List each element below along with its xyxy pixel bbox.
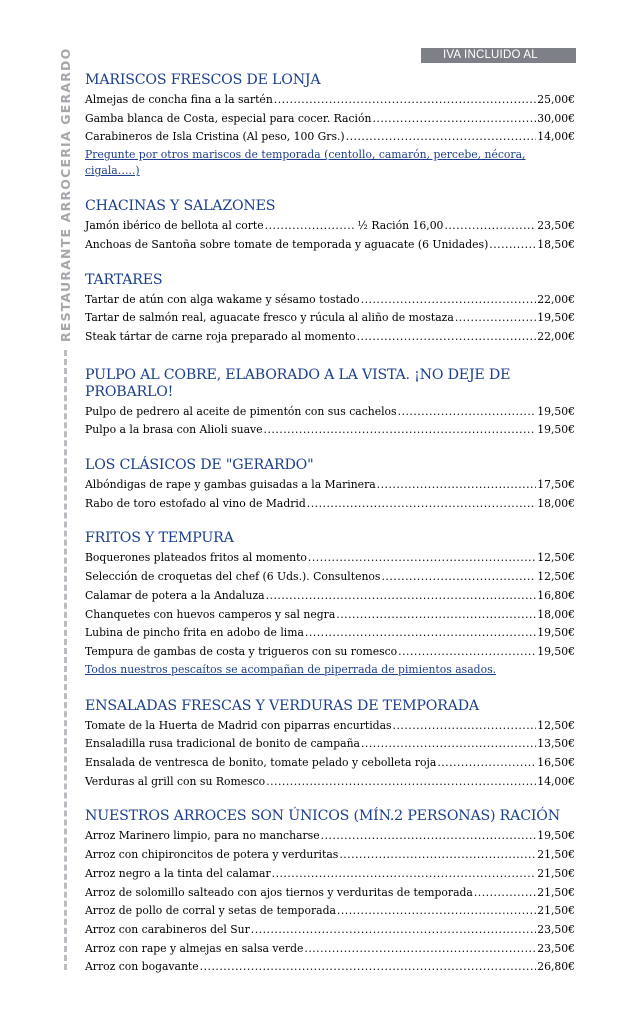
item-name: Jamón ibérico de bellota al corte — [85, 219, 264, 233]
leader-dots — [361, 291, 537, 310]
item-price: 25,00€ — [537, 93, 575, 106]
item-name: Albóndigas de rape y gambas guisadas a la Marinera — [85, 478, 376, 492]
menu-item — [85, 476, 575, 495]
menu-item — [85, 236, 575, 255]
item-price: 19,50€ — [537, 404, 575, 418]
item-name: Pulpo a la brasa con Alioli suave — [85, 423, 263, 437]
leader-dots — [398, 403, 537, 422]
menu-section — [85, 698, 575, 792]
leader-dots — [305, 624, 536, 643]
item-price: 18,00€ — [537, 607, 575, 621]
item-price: 30,00€ — [537, 111, 575, 125]
item-name: Tomate de la Huerta de Madrid con piparras encurtidas — [85, 718, 392, 732]
leader-dots — [346, 128, 537, 147]
leader-dots — [274, 91, 536, 110]
menu-item — [85, 846, 575, 865]
menu-item — [85, 110, 575, 129]
leader-dots — [339, 846, 536, 865]
menu-section — [85, 198, 575, 254]
item-name: Boquerones plateados fritos al momento — [85, 551, 307, 565]
menu-item — [85, 587, 575, 606]
menu-section — [85, 72, 575, 179]
section-title: ENSALADAS FRESCAS Y VERDURAS DE TEMPORADA — [85, 697, 479, 714]
item-price: 22,00€ — [537, 329, 575, 343]
leader-dots — [444, 217, 536, 236]
leader-dots — [308, 549, 536, 568]
section-note: Todos nuestros pescaítos se acompañan de piperrada de pimientos asados. — [85, 662, 497, 676]
item-name: Chanquetes con huevos camperos y sal negra — [85, 607, 336, 621]
item-price: 21,50€ — [537, 904, 575, 918]
menu-item — [85, 549, 575, 568]
leader-dots — [265, 217, 357, 236]
item-name: Tempura de gambas de costa y trigueros con su romesco — [85, 644, 398, 658]
leader-dots — [272, 865, 537, 884]
item-price: 22,00€ — [537, 292, 575, 306]
menu-item — [85, 754, 575, 773]
item-name: Carabineros de Isla Cristina (Al peso, 100 Grs.) — [85, 130, 345, 144]
leader-dots — [455, 309, 536, 328]
menu-item — [85, 606, 575, 625]
leader-dots — [307, 495, 536, 514]
sidebar-dashed-line — [64, 350, 67, 970]
item-name: Arroz negro a la tinta del calamar — [85, 866, 271, 880]
item-price: 23,50€ — [537, 219, 575, 233]
leader-dots — [251, 921, 536, 940]
item-price: 19,50€ — [537, 423, 575, 437]
menu-item — [85, 735, 575, 754]
section-title: PULPO AL COBRE, ELABORADO A LA VISTA. ¡NO DEJE DE PROBARLO! — [85, 366, 511, 400]
item-price: 12,50€ — [537, 570, 575, 584]
item-name: Arroz con bogavante — [85, 960, 199, 974]
item-name: Anchoas de Santoña sobre tomate de temporada y aguacate (6 Unidades) — [85, 237, 489, 251]
item-name: Verduras al grill con su Romesco — [85, 774, 266, 788]
menu-item — [85, 328, 575, 347]
menu-section — [85, 530, 575, 677]
item-price: 16,80€ — [537, 588, 575, 602]
leader-dots — [336, 606, 536, 625]
menu-item — [85, 884, 575, 903]
menu-item — [85, 403, 575, 422]
leader-dots — [377, 476, 537, 495]
item-name: Selección de croquetas del chef (6 Uds.). Consultenos — [85, 570, 381, 584]
leader-dots — [372, 110, 536, 129]
item-name: Calamar de potera a la Andaluza — [85, 588, 265, 602]
menu-item — [85, 217, 575, 236]
menu-item — [85, 940, 575, 959]
menu-item — [85, 309, 575, 328]
item-name: Pulpo de pedrero al aceite de pimentón con sus cachelos — [85, 404, 397, 418]
item-name: Lubina de pincho frita en adobo de lima — [85, 626, 304, 640]
item-name: Ensaladilla rusa tradicional de bonito de campaña — [85, 737, 360, 751]
item-price: 19,50€ — [537, 311, 575, 325]
section-title: FRITOS Y TEMPURA — [85, 530, 234, 547]
item-price: 12,50€ — [537, 718, 575, 732]
item-price: 18,00€ — [537, 496, 575, 510]
section-note: Pregunte por otros mariscos de temporada (centollo, camarón, percebe, nécora, cigala…..) — [85, 148, 526, 178]
menu-item — [85, 624, 575, 643]
leader-dots — [393, 717, 537, 736]
item-name: Gamba blanca de Costa, especial para cocer. Ración — [85, 111, 372, 125]
menu-item — [85, 421, 575, 440]
section-title: MARISCOS FRESCOS DE LONJA — [85, 72, 321, 88]
item-name: Almejas de concha fina a la sartén — [85, 93, 273, 106]
item-name: Tartar de salmón real, aguacate fresco y rúcula al aliño de mostaza — [85, 311, 454, 325]
leader-dots — [357, 328, 537, 347]
item-name: Rabo de toro estofado al vino de Madrid — [85, 496, 306, 510]
section-title: TARTARES — [85, 271, 163, 288]
item-price: 16,50€ — [537, 756, 575, 770]
menu-section — [85, 272, 575, 347]
leader-dots — [381, 568, 536, 587]
section-title: LOS CLÁSICOS DE "GERARDO" — [85, 457, 314, 474]
item-price: 14,00€ — [537, 774, 575, 788]
menu-item — [85, 128, 575, 147]
leader-dots — [304, 940, 536, 959]
menu-item — [85, 643, 575, 662]
item-price: 13,50€ — [537, 737, 575, 751]
iva-badge: IVA INCLUIDO AL — [421, 48, 576, 63]
menu-item — [85, 717, 575, 736]
item-price: 23,50€ — [537, 941, 575, 955]
item-price: 26,80€ — [537, 960, 575, 974]
menu-content — [85, 72, 575, 977]
item-price: 17,50€ — [537, 478, 575, 492]
leader-dots — [398, 643, 536, 662]
leader-dots — [474, 884, 536, 903]
section-title: CHACINAS Y SALAZONES — [85, 198, 276, 215]
menu-item — [85, 568, 575, 587]
item-name: Arroz con carabineros del Sur — [85, 922, 250, 936]
item-price: 19,50€ — [537, 626, 575, 640]
menu-section — [85, 808, 575, 977]
item-name: Steak tártar de carne roja preparado al momento — [85, 329, 356, 343]
item-price: 14,00€ — [537, 130, 575, 144]
leader-dots — [361, 735, 536, 754]
item-name: Arroz Marinero limpio, para no mancharse — [85, 829, 320, 843]
item-price: 23,50€ — [537, 922, 575, 936]
menu-item — [85, 827, 575, 846]
menu-item — [85, 291, 575, 310]
item-name: Arroz con rape y almejas en salsa verde — [85, 941, 304, 955]
item-name: Ensalada de ventresca de bonito, tomate pelado y cebolleta roja — [85, 756, 437, 770]
item-price: 18,50€ — [537, 237, 575, 251]
leader-dots — [200, 958, 537, 977]
item-name: Tartar de atún con alga wakame y sésamo tostado — [85, 292, 360, 306]
item-price: 21,50€ — [537, 848, 575, 862]
menu-item — [85, 773, 575, 792]
leader-dots — [266, 773, 536, 792]
leader-dots — [321, 827, 537, 846]
menu-item — [85, 921, 575, 940]
menu-section — [85, 457, 575, 513]
sidebar-restaurant-name: RESTAURANTE ARROCERIA GERARDO — [58, 47, 73, 342]
item-name: Arroz de pollo de corral y setas de temporada — [85, 904, 336, 918]
leader-dots — [489, 236, 536, 255]
menu-item — [85, 91, 575, 110]
item-price: 21,50€ — [537, 866, 575, 880]
item-half-portion: ½ Ración 16,00 — [357, 219, 444, 233]
leader-dots — [437, 754, 536, 773]
item-name: Arroz de solomillo salteado con ajos tiernos y verduritas de temporada — [85, 885, 473, 899]
item-price: 19,50€ — [537, 644, 575, 658]
leader-dots — [266, 587, 537, 606]
item-price: 21,50€ — [537, 885, 575, 899]
item-price: 12,50€ — [537, 551, 575, 565]
leader-dots — [337, 902, 536, 921]
menu-section — [85, 367, 575, 440]
menu-item — [85, 958, 575, 977]
menu-item — [85, 495, 575, 514]
menu-item — [85, 902, 575, 921]
section-title: NUESTROS ARROCES SON ÚNICOS (MÍN.2 PERSONAS) RACIÓN — [85, 808, 560, 825]
item-price: 19,50€ — [537, 829, 575, 843]
item-name: Arroz con chipironcitos de potera y verduritas — [85, 848, 339, 862]
leader-dots — [264, 421, 537, 440]
menu-item — [85, 865, 575, 884]
